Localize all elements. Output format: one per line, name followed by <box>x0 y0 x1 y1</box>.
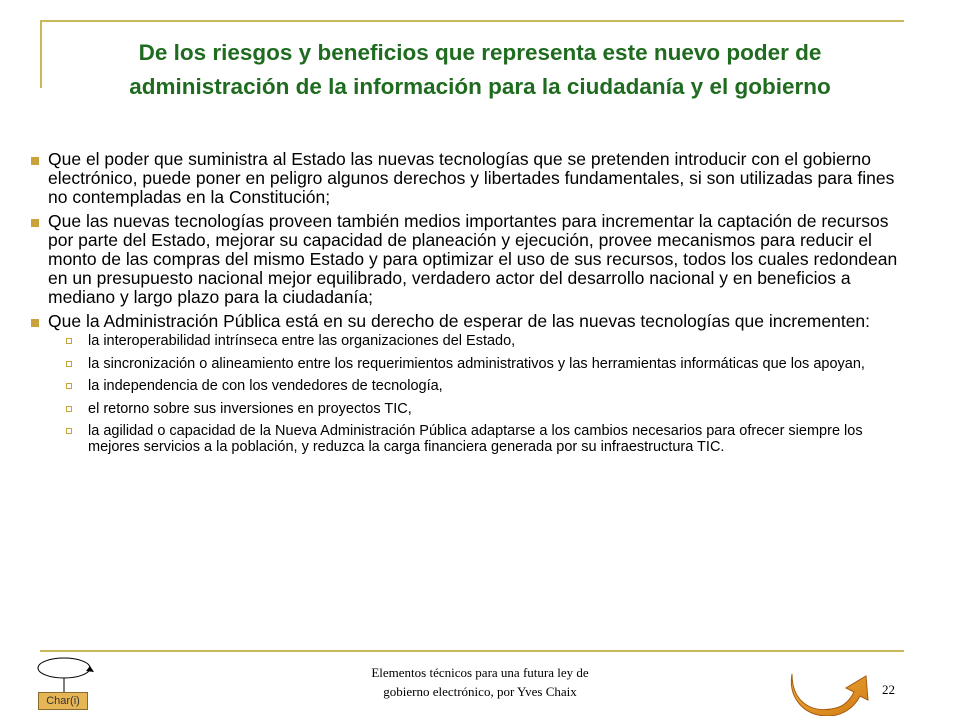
square-bullet-icon <box>31 157 39 165</box>
sub-bullet-text: la interoperabilidad intrínseca entre las organizaciones del Estado, <box>88 333 516 349</box>
page-number: 22 <box>882 682 895 697</box>
bullet-item <box>30 150 910 207</box>
square-bullet-icon <box>31 219 39 227</box>
sub-bullet-text: la agilidad o capacidad de la Nueva Administración Pública adaptarse a los cambios necesarios para ofrecer siempre los mejores servicios a la población, y reduzca la carga financiera generada por su infraestructura TIC. <box>88 423 863 455</box>
slide-title-line-2: administración de la información para la ciudadanía y el gobierno <box>129 74 831 99</box>
slide-title-line-1: De los riesgos y beneficios que representa este nuevo poder de <box>138 40 822 65</box>
footer-line-1: Elementos técnicos para una futura ley de <box>371 665 589 680</box>
sub-bullet-text: la sincronización o alineamiento entre los requerimientos administrativos y las herramientas informáticas que los apoyan, <box>88 355 865 372</box>
bullet-item <box>30 212 910 307</box>
bottom-rule <box>40 650 904 652</box>
sub-bullet-item <box>48 357 910 373</box>
bullet-text: Que el poder que suministra al Estado las nuevas tecnologías que se pretenden introducir con el gobierno electrónico, puede poner en peligro algunos derechos y libertades fundamentales, si son utilizadas para fines no contempladas en la Constitución; <box>48 149 895 207</box>
top-rule <box>40 20 904 22</box>
char-widget <box>34 652 98 714</box>
hollow-square-bullet-icon <box>66 406 72 412</box>
hollow-square-bullet-icon <box>66 383 72 389</box>
hollow-square-bullet-icon <box>66 338 72 344</box>
bullet-text: Que las nuevas tecnologías proveen también medios importantes para incrementar la captación de recursos por parte del Estado, mejorar su capacidad de planeación y ejecución, provee mecanismos para reducir el monto de las compras del mismo Estado y para optimizar el uso de sus recursos, todos los cuales redondean en un presupuesto nacional mejor equilibrado, verdadero actor del desarrollo nacional y en beneficios a mediano y largo plazo para la ciudadanía; <box>48 211 898 307</box>
bullet-text: Que la Administración Pública está en su derecho de esperar de las nuevas tecnologías que incrementen: <box>48 311 871 331</box>
sub-bullet-text: el retorno sobre sus inversiones en proyectos TIC, <box>88 400 412 417</box>
bullet-item <box>30 312 910 455</box>
char-button[interactable]: Char(i) <box>38 692 88 710</box>
sub-bullet-item <box>48 402 910 418</box>
sub-bullet-item <box>48 424 910 455</box>
sub-bullet-item <box>48 334 910 350</box>
curved-return-arrow-icon[interactable] <box>788 668 870 716</box>
slide-title <box>60 36 900 104</box>
square-bullet-icon <box>31 319 39 327</box>
sub-bullet-item <box>48 379 910 395</box>
left-rule <box>40 20 42 88</box>
sub-bullet-list <box>48 334 910 455</box>
footer-line-2: gobierno electrónico, por Yves Chaix <box>383 684 577 699</box>
hollow-square-bullet-icon <box>66 428 72 434</box>
bullet-list <box>30 150 910 462</box>
hollow-square-bullet-icon <box>66 361 72 367</box>
footer-caption <box>290 663 670 701</box>
loop-arrow-icon <box>34 652 98 694</box>
sub-bullet-text: la independencia de con los vendedores de tecnología, <box>88 378 443 394</box>
